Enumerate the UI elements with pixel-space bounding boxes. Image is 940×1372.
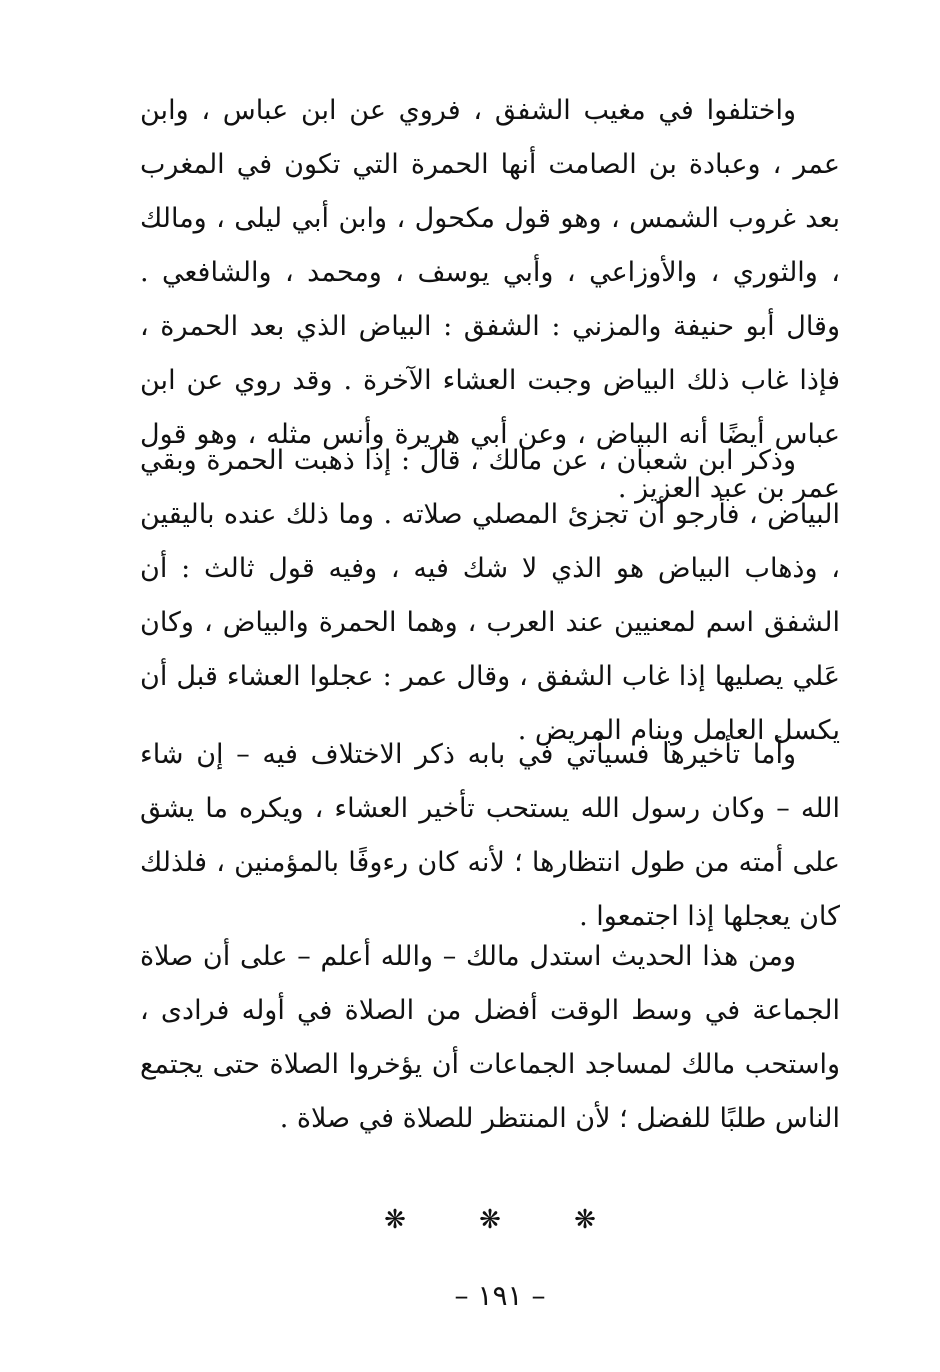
paragraph-4: ومن هذا الحديث استدل مالك – والله أعلم – على أن صلاة الجماعة في وسط الوقت أفضل من الصلاة في أوله فرادى ، واستحب مالك لمساجد الجماعات أن يؤخروا الصلاة حتى يجتمع الناس طلبًا للفضل ؛ لأن المنتظر للصلاة في صلاة . bbox=[140, 941, 840, 1134]
section-separator bbox=[380, 1200, 600, 1240]
paragraph-2: وذكر ابن شعبان ، عن مالك ، قال : إذا ذهبت الحمرة وبقي البياض ، فأرجو أن تجزئ المصلي صلاته . وما ذلك عنده باليقين ، وذهاب البياض هو الذي لا شك فيه ، وفيه قول ثالث : أن الشفق اسم لمعنيين عند العرب ، وهما الحمرة والبياض ، وكان عَلي يصليها إذا غاب الشفق ، وقال عمر : عجلوا العشاء قبل أن يكسل العامل وينام المريض . bbox=[140, 445, 840, 746]
separator-star-icon: ❋ bbox=[574, 1205, 596, 1235]
separator-star-icon: ❋ bbox=[384, 1205, 406, 1235]
paragraph-1: واختلفوا في مغيب الشفق ، فروي عن ابن عباس ، وابن عمر ، وعبادة بن الصامت أنها الحمرة التي تكون في المغرب بعد غروب الشمس ، وهو قول مكحول ، وابن أبي ليلى ، ومالك ، والثوري ، والأوزاعي ، وأبي يوسف ، ومحمد ، والشافعي . وقال أبو حنيفة والمزني : الشفق : البياض الذي بعد الحمرة ، فإذا غاب ذلك البياض وجبت العشاء الآخرة . وقد روي عن ابن عباس أيضًا أنه البياض ، وعن أبي هريرة وأنس مثله ، وهو قول عمر بن عبد العزيز . bbox=[140, 95, 840, 504]
paragraph-2-container bbox=[140, 434, 840, 758]
paragraph-4-container bbox=[140, 930, 840, 1146]
page-number: – ١٩١ – bbox=[454, 1279, 546, 1312]
separator-star-icon: ❋ bbox=[479, 1205, 501, 1235]
paragraph-3: وأما تأخيرها فسيأتي في بابه ذكر الاختلاف فيه – إن شاء الله – وكان رسول الله يستحب تأخير العشاء ، ويكره ما يشق على أمته من طول انتظارها ؛ لأنه كان رءوفًا بالمؤمنين ، فلذلك كان يعجلها إذا اجتمعوا . bbox=[140, 739, 840, 932]
paragraph-3-container bbox=[140, 728, 840, 944]
